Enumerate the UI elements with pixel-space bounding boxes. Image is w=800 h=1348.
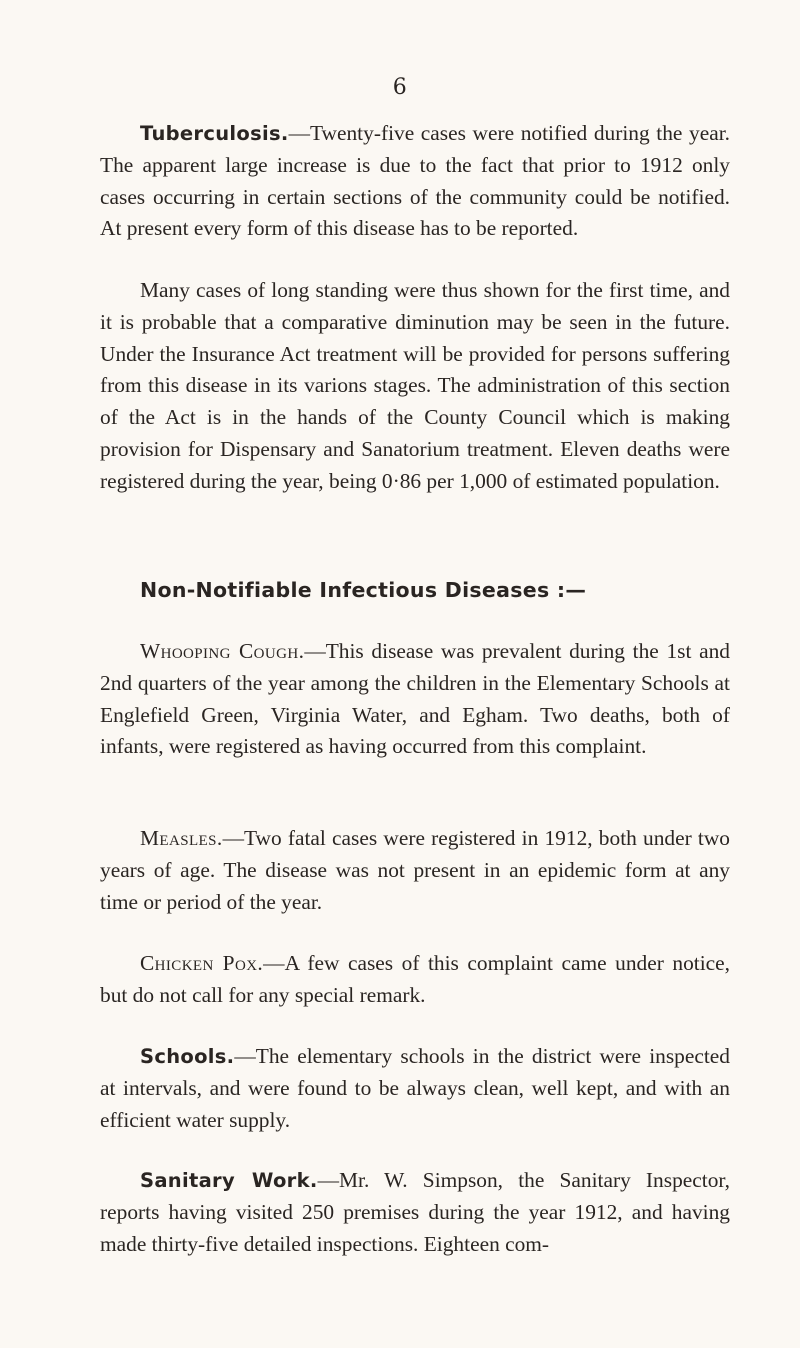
- whooping-cough-dash: —: [304, 639, 326, 663]
- non-notifiable-heading-paragraph: [100, 575, 730, 607]
- measles-text: Two fatal cases were registered in 1912, both under two years of age. The disease was not present in an epidemic form at any time or period of the year.: [100, 826, 730, 914]
- sanitary-work-paragraph: [100, 1165, 730, 1260]
- sanitary-work-dash: —: [317, 1168, 339, 1192]
- whooping-cough-text: This disease was prevalent during the 1st and 2nd quarters of the year among the children in the Elementary Schools at Englefield Green, Virginia Water, and Egham. Two deaths, both of infants, were registered as having occurred from this complaint.: [100, 639, 731, 759]
- sanitary-work-heading: Sanitary Work.: [140, 1169, 318, 1192]
- whooping-cough-heading: Whooping Cough.: [140, 639, 305, 663]
- chicken-pox-text: A few cases of this complaint came under notice, but do not call for any special remark.: [100, 951, 730, 1007]
- page-number: 6: [392, 75, 408, 100]
- many-cases-paragraph: [100, 275, 730, 498]
- chicken-pox-dash: —: [263, 951, 285, 975]
- tuberculosis-paragraph: [100, 118, 730, 245]
- schools-heading: Schools.: [140, 1045, 235, 1068]
- tuberculosis-text: Twenty-five cases were notified during the year. The apparent large increase is due to the fact that prior to 1912 only cases occurring in certain sections of the community could be notified. At present every form of this disease has to be reported.: [100, 121, 730, 241]
- chicken-pox-paragraph: [100, 948, 730, 1012]
- schools-paragraph: [100, 1041, 730, 1136]
- measles-dash: —: [222, 826, 244, 850]
- schools-dash: —: [234, 1044, 256, 1068]
- schools-text: The elementary schools in the district were inspected at intervals, and were found to be always clean, well kept, and with an efficient water supply.: [100, 1044, 730, 1132]
- chicken-pox-heading: Chicken Pox.: [140, 951, 264, 975]
- sanitary-work-text: Mr. W. Simpson, the Sanitary Inspector, reports having visited 250 premises during the year 1912, and having made thirty-five detailed inspections. Eighteen com-: [100, 1168, 731, 1256]
- non-notifiable-heading: Non-Notifiable Infectious Diseases :—: [140, 578, 587, 602]
- measles-heading: Measles.: [140, 826, 223, 850]
- tuberculosis-dash: —: [288, 121, 310, 145]
- measles-paragraph: [100, 823, 730, 918]
- many-cases-text: Many cases of long standing were thus shown for the first time, and it is probable that a comparative diminution may be seen in the future. Under the Insurance Act treatment will be provided for persons suffering from this disease in its varions stages. The administration of this section of the Act is in the hands of the County Council which is making provision for Dispensary and Sanatorium treatment. Eleven deaths were registered during the year, being 0·86 per 1,000 of estimated population.: [100, 278, 730, 493]
- whooping-cough-paragraph: [100, 636, 730, 763]
- tuberculosis-heading: Tuberculosis.: [140, 122, 289, 145]
